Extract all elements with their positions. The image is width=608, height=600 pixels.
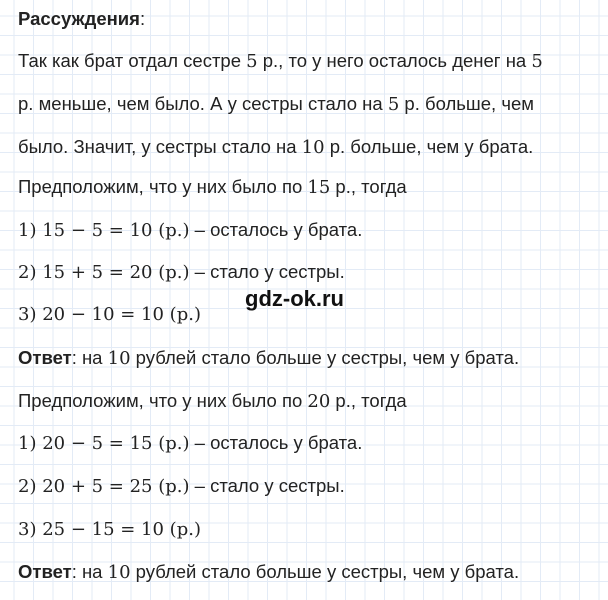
math-text: 1) 15 − 5 = 10 (р.) — [18, 220, 190, 241]
text-line — [18, 518, 201, 541]
text-segment: Так как брат отдал сестре — [18, 50, 247, 71]
text-segment: Предположим, что у них было по — [18, 176, 308, 197]
text-segment: р. меньше, чем было. А у сестры стало на — [18, 93, 388, 114]
text-segment: – осталось у брата. — [189, 219, 363, 240]
text-segment: : на — [71, 347, 108, 368]
text-segment: Предположим, что у них было по — [18, 390, 308, 411]
text-segment: рублей стало больше у сестры, чем у брата. — [130, 347, 520, 368]
math-text: 3) 20 − 10 = 10 (р.) — [18, 304, 201, 325]
text-segment: – стало у сестры. — [189, 261, 345, 282]
bold-label: Рассуждения — [18, 8, 140, 29]
math-text: 2) 15 + 5 = 20 (р.) — [18, 262, 190, 283]
bold-label: Ответ — [18, 347, 72, 368]
text-line — [18, 432, 362, 455]
math-text: 15 — [307, 177, 331, 198]
text-segment: р., то у него осталось денег на — [257, 50, 532, 71]
math-text: 20 — [307, 391, 331, 412]
text-line — [18, 475, 345, 498]
math-text: 10 — [107, 562, 131, 583]
math-text: 3) 25 − 15 = 10 (р.) — [18, 519, 201, 540]
text-segment: – осталось у брата. — [189, 432, 363, 453]
math-text: 2) 20 + 5 = 25 (р.) — [18, 476, 190, 497]
text-segment: р. больше, чем — [399, 93, 534, 114]
math-text: 10 — [107, 348, 131, 369]
text-segment: р., тогда — [330, 390, 407, 411]
text-segment: : на — [71, 561, 108, 582]
math-text: 10 — [301, 137, 325, 158]
text-line — [18, 136, 533, 159]
text-line — [18, 93, 534, 116]
text-line — [18, 176, 407, 199]
watermark: gdz-ok.ru — [245, 286, 344, 311]
bold-label: Ответ — [18, 561, 72, 582]
text-line — [18, 303, 201, 326]
text-segment: р., тогда — [330, 176, 407, 197]
math-text: 5 — [246, 51, 258, 72]
text-segment: : — [139, 8, 146, 29]
text-segment: – стало у сестры. — [189, 475, 345, 496]
text-segment: рублей стало больше у сестры, чем у брата. — [130, 561, 520, 582]
text-line — [18, 347, 519, 370]
text-line — [18, 390, 407, 413]
math-text: 5 — [387, 94, 400, 115]
text-line — [18, 261, 345, 284]
text-line — [18, 219, 362, 242]
text-line — [18, 8, 145, 30]
text-segment: р. больше, чем у брата. — [324, 136, 534, 157]
text-line — [18, 50, 543, 73]
math-text: 5 — [531, 51, 543, 72]
text-line — [18, 561, 519, 584]
text-segment: было. Значит, у сестры стало на — [18, 136, 302, 157]
math-text: 1) 20 − 5 = 15 (р.) — [18, 433, 190, 454]
